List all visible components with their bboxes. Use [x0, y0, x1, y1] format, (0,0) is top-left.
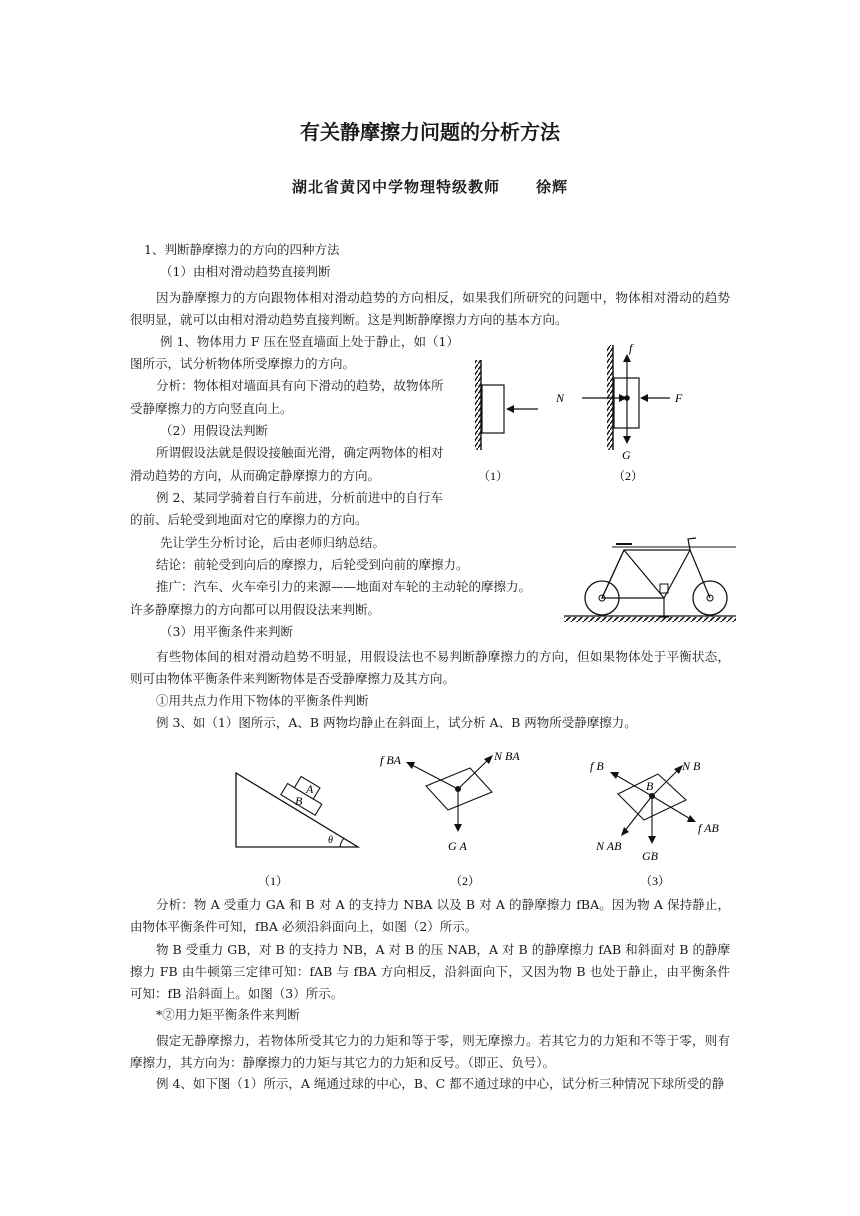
- figure-caption: （1）: [478, 469, 509, 483]
- text-line: 结论：前轮受到向后的摩擦力，后轮受到向前的摩擦力。: [156, 557, 469, 572]
- arrow-icon: [454, 824, 462, 832]
- arrow-icon: [687, 815, 696, 822]
- text-line: 许多静摩擦力的方向都可以用假设法来判断。: [130, 602, 381, 617]
- label-ga: G A: [448, 839, 467, 853]
- text-line: 例 4、如下图（1）所示，A 绳通过球的中心，B、C 都不通过球的中心，试分析三种情况下球所受的静: [156, 1076, 725, 1091]
- figure-caption: （1）: [258, 874, 289, 888]
- paragraph: 物 B 受重力 GB，对 B 的支持力 NB，A 对 B 的压 NAB，A 对 B 的静摩擦力 fAB 和斜面对 B 的静摩擦力 FB 由牛顿第三定律可知：fAB 与 fBA 方向相反，沿斜面向下，又因为物 B 也处于静止，由平衡条件可知：fB 沿斜面上。如图（3）所示。: [130, 942, 730, 1001]
- text-line: 受静摩擦力的方向竖直向上。: [130, 401, 293, 416]
- page-title: 有关静摩擦力问题的分析方法: [300, 120, 560, 144]
- text-line: 例 2、某同学骑着自行车前进，分析前进中的自行车: [156, 490, 443, 505]
- label-fb: f B: [590, 759, 604, 773]
- label-theta: θ: [328, 835, 333, 846]
- paragraph: 假定无静摩擦力，若物体所受其它力的力矩和等于零，则无摩擦力。若其它力的力矩和不等于零，则有摩擦力，其方向为：静摩擦力的力矩与其它力的力矩和反号。（即正、负号）。: [130, 1033, 730, 1070]
- label-g: G: [622, 448, 631, 462]
- text-line: 的前、后轮受到地面对它的摩擦力的方向。: [130, 512, 368, 527]
- label-nba: N BA: [494, 749, 520, 763]
- subsection-heading: （3）用平衡条件来判断: [160, 624, 293, 639]
- text-line: 先让学生分析讨论，后由老师归纳总结。: [160, 535, 386, 550]
- figure-caption: （3）: [640, 874, 671, 888]
- wall-block-figure: [470, 340, 700, 490]
- text-line: 分析：物体相对墙面具有向下滑动的趋势，故物体所: [156, 378, 444, 393]
- gravity-arrow-icon: [623, 436, 631, 444]
- subsection-heading: （2）用假设法判断: [160, 423, 268, 438]
- label-f-push: F: [675, 391, 683, 405]
- incline-figure: [228, 765, 368, 890]
- subsection-heading: （1）由相对滑动趋势直接判断: [160, 264, 331, 279]
- arrow-icon: [648, 836, 656, 844]
- paragraph: 有些物体间的相对滑动趋势不明显，用假设法也不易判断静摩擦力的方向，但如果物体处于平衡状态，则可由物体平衡条件来判断物体是否受静摩擦力及其方向。: [130, 649, 730, 686]
- author-org: 湖北省黄冈中学物理特级教师: [291, 178, 500, 196]
- block: [482, 385, 504, 433]
- section-heading: 1、判断静摩擦力的方向的四种方法: [144, 242, 340, 257]
- text-line: 图所示，试分析物体所受摩擦力的方向。: [130, 356, 356, 371]
- label-n: N: [556, 391, 565, 405]
- friction-arrow-icon: [623, 354, 631, 362]
- label-f: f: [629, 341, 633, 355]
- subsection-heading: *②用力矩平衡条件来判断: [156, 1007, 300, 1022]
- label-b: B: [295, 794, 303, 808]
- text-line: ①用共点力作用下物体的平衡条件判断: [156, 693, 369, 708]
- push-arrow-icon: [640, 394, 648, 402]
- text-line: 所谓假设法就是假设接触面光滑，确定两物体的相对: [156, 445, 444, 460]
- bicycle-figure: [560, 525, 740, 625]
- label-b-point: B: [646, 779, 654, 793]
- author-name: 徐辉: [536, 178, 569, 196]
- paragraph: 因为静摩擦力的方向跟物体相对滑动趋势的方向相反，如果我们所研究的问题中，物体相对滑动的趋势很明显，就可以由相对滑动趋势直接判断。这是判断静摩擦力方向的基本方向。: [130, 290, 730, 327]
- text-line: 例 3、如（1）图所示，A、B 两物均静止在斜面上，试分析 A、B 两物所受静摩擦力。: [156, 715, 637, 730]
- author-line: [0, 176, 860, 197]
- label-fba: f BA: [380, 753, 401, 767]
- label-nab: N AB: [596, 839, 622, 853]
- paragraph: 分析：物 A 受重力 GA 和 B 对 A 的支持力 NBA 以及 B 对 A 的静摩擦力 fBA。因为物 A 保持静止，由物体平衡条件可知，fBA 必须沿斜面向上，如图（2）所示。: [130, 897, 730, 934]
- figure-caption: （2）: [613, 469, 644, 483]
- forces-b-figure: [588, 752, 738, 890]
- label-fab: f AB: [698, 821, 719, 835]
- text-line: 滑动趋势的方向，从而确定静摩擦力的方向。: [130, 468, 381, 483]
- forces-a-figure: [378, 748, 538, 890]
- text-line: 例 1、物体用力 F 压在竖直墙面上处于静止，如（1）: [160, 334, 459, 349]
- arrow-icon: [621, 827, 629, 836]
- label-nb: N B: [682, 759, 701, 773]
- label-a: A: [306, 782, 314, 796]
- force-arrow-icon: [506, 405, 514, 413]
- text-line: 推广：汽车、火车牵引力的来源——地面对车轮的主动轮的摩擦力。: [156, 579, 532, 594]
- figure-caption: （2）: [450, 874, 481, 888]
- label-gb: GB: [642, 849, 658, 863]
